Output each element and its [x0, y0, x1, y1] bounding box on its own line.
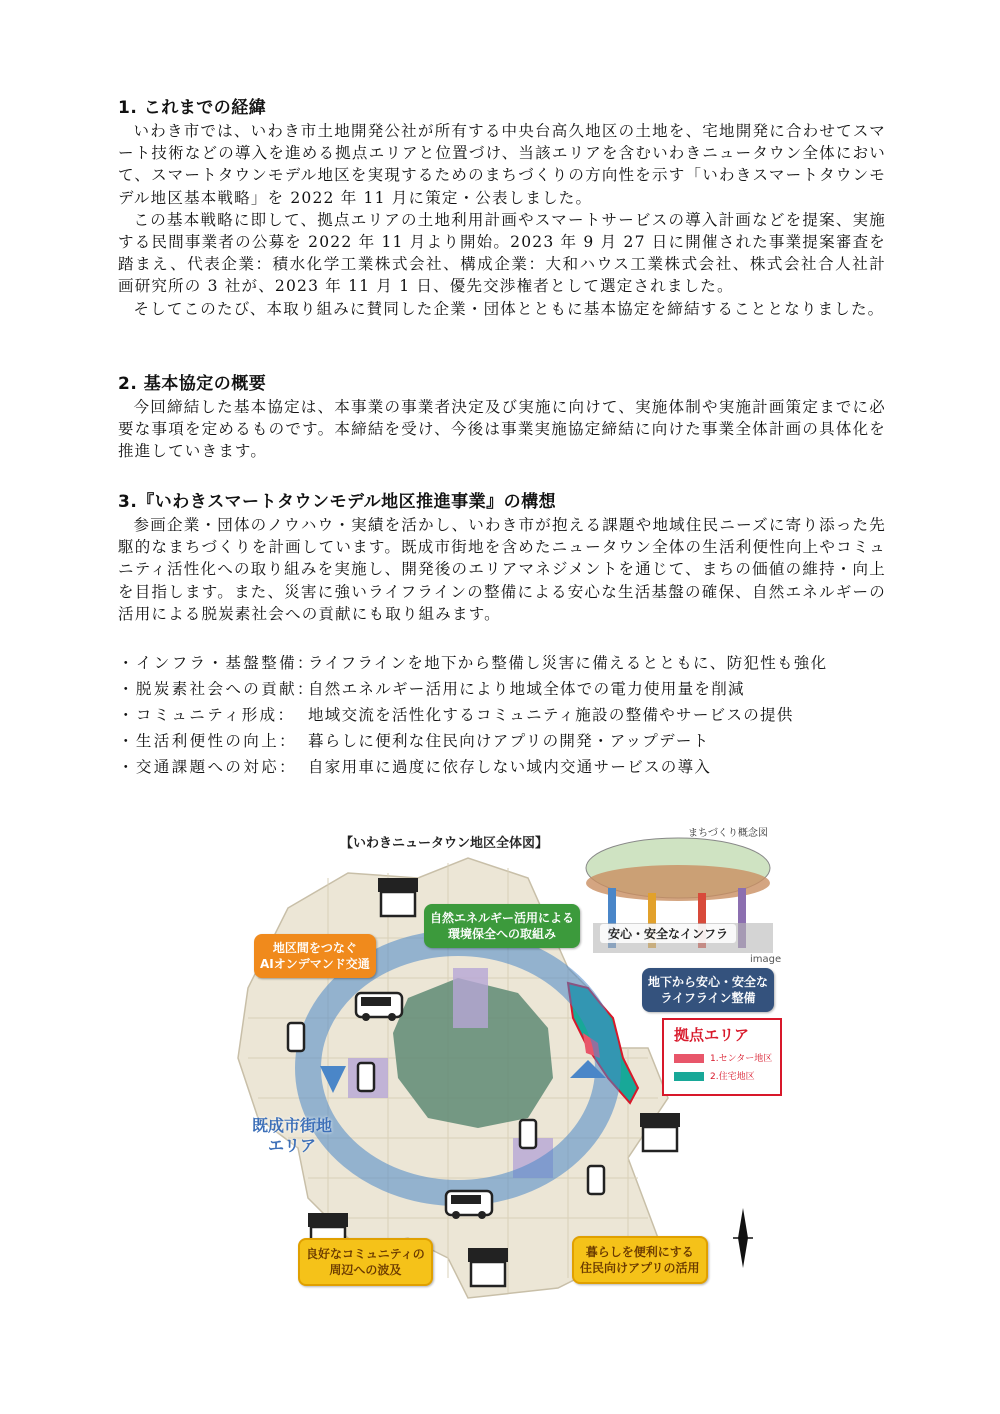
section-heading: 3.『いわきスマートタウンモデル地区推進事業』の構想	[118, 492, 557, 512]
bus-icon	[356, 993, 402, 1021]
legend-label-residential: 2.住宅地区	[710, 1072, 755, 1082]
item-label: ・脱炭素社会への貢献：	[118, 680, 315, 698]
hub-legend	[662, 1018, 782, 1096]
item-label: ・コミュニティ形成：	[118, 706, 296, 724]
item-text: 暮らしに便利な住民向けアプリの開発・アップデート	[308, 732, 710, 750]
solar-house-icon	[640, 1113, 680, 1151]
community-tag: 良好なコミュニティの 周辺への波及	[298, 1238, 433, 1286]
item-label: ・交通課題への対応：	[118, 758, 298, 776]
item-label: ・インフラ・基盤整備：	[118, 654, 315, 672]
existing-area-label: 既成市街地 エリア	[252, 1116, 333, 1155]
north-arrow-icon	[733, 1208, 753, 1268]
initiative-list	[118, 650, 898, 780]
section-concept	[118, 490, 886, 625]
zone-purple	[453, 968, 488, 1028]
image-label: image	[750, 954, 782, 965]
list-item	[118, 676, 898, 702]
paragraph: 参画企業・団体のノウハウ・実績を活かし、いわき市が抱える課題や地域住民ニーズに寄り添った先駆的なまちづくりを計画しています。既成市街地を含めたニュータウン全体の生活利便性向上やコミュニティ活性化への取り組みを実施し、開発後のエリアマネジメントを通じて、まちの価値の維持・向上を目指します。また、災害に強いライフラインの整備による安心な生活基盤の確保、自然エネルギーの活用による脱炭素社会への貢献にも取り組みます。	[118, 516, 886, 623]
legend-label-center: 1.センター地区	[710, 1054, 773, 1064]
smartphone-icon	[288, 1023, 304, 1051]
list-item	[118, 754, 898, 780]
newtown-map-figure	[228, 818, 788, 1318]
list-item	[118, 650, 898, 676]
app-tag: 暮らしを便利にする 住民向けアプリの活用	[572, 1236, 708, 1284]
smartphone-icon	[358, 1063, 374, 1091]
section-history	[118, 96, 886, 320]
paragraph: この基本戦略に即して、拠点エリアの土地利用計画やスマートサービスの導入計画などを提案、実施する民間事業者の公募を 2022 年 11 月より開始。2023 年 9 月 27 日に開催された事業提案審査を踏まえ、代表企業：積水化学工業株式会社、構成企業：大和ハウス工業株式会社、株式会社合人社計画研究所の 3 社が、2023 年 11 月 1 日、優先交渉権者として選定されました。	[118, 210, 886, 296]
figure-title: 【いわきニュータウン地区全体図】	[340, 836, 549, 851]
transport-tag: 地区間をつなぐ AIオンデマンド交通	[254, 934, 376, 978]
item-text: 地域交流を活性化するコミュニティ施設の整備やサービスの提供	[308, 706, 794, 724]
paragraph: そしてこのたび、本取り組みに賛同した企業・団体とともに基本協定を締結することとなりました。	[133, 299, 885, 318]
bus-icon	[446, 1191, 492, 1219]
paragraph: いわき市では、いわき市土地開発公社が所有する中央台高久地区の土地を、宅地開発に合わせてスマート技術などの導入を進める拠点エリアと位置づけ、当該エリアを含むいわきニュータウン全体において、スマートタウンモデル地区を実現するためのまちづくりの方向性を示す「いわきスマートタウンモデル地区基本戦略」を 2022 年 11 月に策定・公表しました。	[118, 122, 886, 207]
legend-swatch-center	[674, 1054, 704, 1063]
infra-label: 安心・安全なインフラ	[600, 924, 736, 943]
list-item	[118, 728, 898, 754]
paragraph: 今回締結した基本協定は、本事業の事業者決定及び実施に向けて、実施体制や実施計画策定までに必要な事項を定めるものです。本締結を受け、今後は事業実施協定締結に向けた事業全体計画の具体化を推進していきます。	[118, 398, 886, 461]
hub-title: 拠点エリア	[674, 1026, 750, 1044]
section-heading: 2. 基本協定の概要	[118, 374, 267, 394]
smartphone-icon	[588, 1166, 604, 1194]
section-heading: 1. これまでの経緯	[118, 98, 267, 118]
section-agreement	[118, 372, 886, 463]
energy-tag: 自然エネルギー活用による 環境保全への取組み	[424, 904, 580, 948]
solar-house-icon	[378, 878, 418, 916]
smartphone-icon	[520, 1120, 536, 1148]
item-label: ・生活利便性の向上：	[118, 732, 298, 750]
lifeline-tag: 地下から安心・安全な ライフライン整備	[642, 968, 774, 1012]
item-text: 自然エネルギー活用により地域全体での電力使用量を削減	[308, 680, 745, 698]
legend-swatch-residential	[674, 1072, 704, 1081]
concept-label: まちづくり概念図	[688, 828, 768, 839]
solar-house-icon	[468, 1248, 508, 1286]
item-text: 自家用車に過度に依存しない域内交通サービスの導入	[308, 758, 712, 776]
item-text: ライフラインを地下から整備し災害に備えるとともに、防犯性も強化	[308, 654, 828, 672]
list-item	[118, 702, 898, 728]
